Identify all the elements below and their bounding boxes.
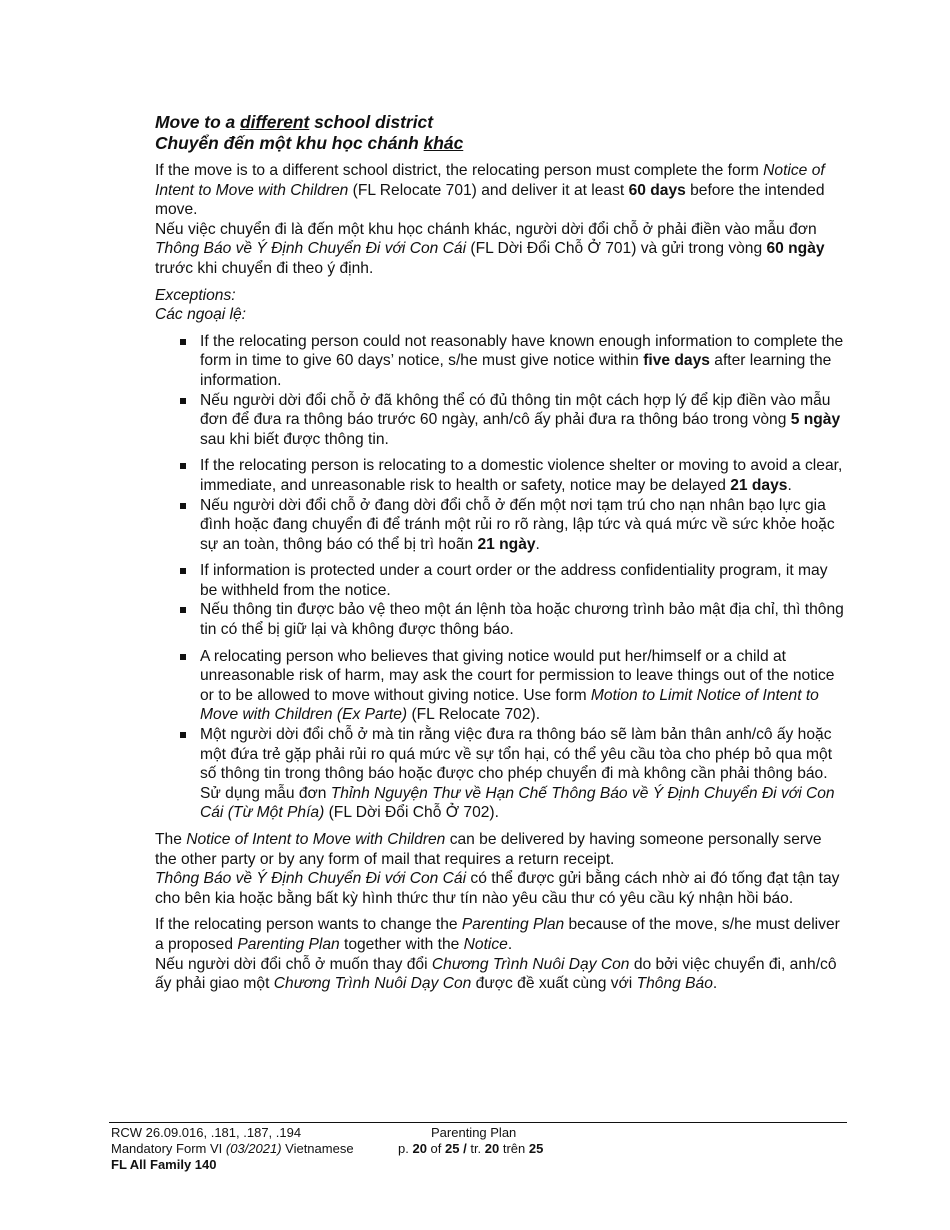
text-run: Thông Báo về Ý Định Chuyển Đi với Con Cái	[155, 870, 467, 888]
text-run: .	[787, 476, 792, 494]
text-run: có thể được gửi bằng cách nhờ ai đó tống đạt tận tay cho bên kia hoặc bằng bất kỳ hình thức thư tín nào yêu cầu thư có yêu cầu ký nhận hồi báo.	[155, 870, 840, 907]
text-run: Notice of Intent to Move with Children	[186, 831, 446, 848]
plan-english	[155, 915, 845, 954]
text-run: If information is protected under a court order or the address confidentiality program, it may be withheld from the notice.	[200, 562, 828, 599]
text-run: can be delivered by having someone personally serve the other party or by any form of mail that requires a return receipt.	[155, 831, 822, 868]
text-run: Nếu người dời đổi chỗ ở đang dời đổi chỗ ở đến một nơi tạm trú cho nạn nhân bạo lực gia đình hoặc đang chuyển đi để tránh một rủi ro rõ ràng, lập tức và quá mức về sức khỏe hoặc sự an toàn, thông báo có thể bị trì hoãn	[200, 496, 835, 553]
list-item	[155, 647, 845, 725]
text-run: Nếu thông tin được bảo vệ theo một án lệnh tòa hoặc chương trình bảo mật địa chỉ, thì thông tin có thể bị giữ lại và không được thông báo.	[200, 601, 844, 639]
text-run: 21 ngày	[477, 535, 536, 553]
footer-divider	[109, 1122, 847, 1123]
bullet-icon	[180, 503, 186, 509]
text-run: 21 days	[730, 476, 788, 494]
text-run: Chương Trình Nuôi Dạy Con	[431, 955, 630, 973]
footer-doc-title: Parenting Plan	[431, 1125, 517, 1140]
text-run: If the relocating person could not reasonably have known enough information to complete the form in time to give 60 days’ notice, s/he must give notice within	[200, 332, 844, 370]
text-run: .	[507, 935, 513, 953]
list-item	[155, 332, 845, 391]
text-run: .	[712, 975, 718, 993]
intro-english	[155, 161, 845, 220]
text-run: Nếu người dời đổi chỗ ở muốn thay đổi	[155, 955, 432, 973]
exceptions-label-vietnamese: Các ngoại lệ:	[155, 306, 247, 324]
text-run: because of the move, s/he must deliver a proposed	[155, 916, 840, 953]
exceptions-list	[155, 332, 845, 823]
bullet-icon	[180, 398, 186, 404]
footer-page-number: p. 20 of 25 / tr. 20 trên 25	[398, 1141, 544, 1156]
text-run: được đề xuất cùng với	[471, 975, 637, 993]
text-run: 60 days	[628, 181, 686, 199]
document-body	[155, 112, 845, 994]
footer-rcw: RCW 26.09.016, .181, .187, .194	[111, 1125, 302, 1140]
text-run: (FL Relocate 702).	[407, 706, 541, 724]
footer-form-version: Mandatory Form VI (03/2021) Vietnamese	[111, 1141, 354, 1156]
heading-vietnamese: Chuyển đến một khu học chánh khác	[155, 133, 464, 153]
list-item	[155, 725, 845, 823]
list-item	[155, 561, 845, 600]
text-run: Parenting Plan	[237, 935, 340, 953]
text-run: Notice of Intent to Move with Children	[155, 162, 825, 199]
exceptions-label-english: Exceptions:	[155, 286, 236, 304]
text-run: Một người dời đổi chỗ ở mà tin rằng việc đưa ra thông báo sẽ làm bản thân anh/cô ấy hoặc một đứa trẻ gặp phải rủi ro quá mức về sự tổn hại, có thể yêu cầu tòa cho phép bỏ qua một số thông tin trong thông báo hoặc được cho phép chuyển đi mà không cần phải thông báo. Sử dụng mẫu đơn	[200, 726, 833, 802]
text-run: (FL Dời Đổi Chỗ Ở 702).	[324, 804, 499, 822]
text-run: (FL Dời Đổi Chỗ Ở 701) và gửi trong vòng	[466, 240, 767, 258]
text-run: Nếu việc chuyển đi là đến một khu học chánh khác, người dời đổi chỗ ở phải điền vào mẫu đơn	[155, 220, 817, 238]
text-run: The	[155, 831, 187, 848]
text-run: Nếu người dời đổi chỗ ở đã không thể có đủ thông tin một cách hợp lý để kịp điền vào mẫu đơn để đưa ra thông báo trước 60 ngày, anh/cô ấy phải đưa ra thông báo trong vòng	[200, 391, 831, 429]
text-run: If the move is to a different school district, the relocating person must complete the form	[155, 162, 764, 179]
delivery-english	[155, 830, 845, 869]
text-run: do bởi việc chuyển đi, anh/cô ấy phải giao một	[155, 955, 837, 993]
list-item	[155, 391, 845, 450]
bullet-icon	[180, 732, 186, 738]
text-run: 5 ngày	[790, 411, 841, 429]
text-run: Thông Báo về Ý Định Chuyển Đi với Con Cái	[155, 240, 467, 258]
list-item	[155, 496, 845, 555]
intro-vietnamese	[155, 220, 845, 279]
text-run: Chương Trình Nuôi Dạy Con	[273, 975, 472, 993]
text-run: Notice	[463, 935, 508, 953]
text-run: If the relocating person is relocating to a domestic violence shelter or moving to avoid a clear, immediate, and unreasonable risk to health or safety, notice may be delayed	[200, 457, 843, 494]
text-run: Thỉnh Nguyện Thư về Hạn Chế Thông Báo về Ý Định Chuyển Đi với Con Cái (Từ Một Phía)	[200, 784, 835, 822]
bullet-icon	[180, 339, 186, 345]
bullet-icon	[180, 654, 186, 660]
text-run: after learning the information.	[200, 352, 832, 389]
text-run: Thông Báo	[636, 975, 713, 993]
list-item	[155, 600, 845, 639]
heading-english: Move to a different school district	[155, 112, 433, 132]
list-item	[155, 456, 845, 495]
text-run: trước khi chuyển đi theo ý định.	[155, 259, 374, 277]
footer-form-id: FL All Family 140	[111, 1157, 217, 1172]
text-run: Parenting Plan	[461, 916, 565, 934]
bullet-icon	[180, 607, 186, 613]
text-run: Motion to Limit Notice of Intent to Move with Children (Ex Parte)	[200, 686, 819, 724]
text-run: A relocating person who believes that giving notice would put her/himself or a child at unreasonable risk of harm, may ask the court for permission to leave things out of the notice or to be allowed to move without giving notice. Use form	[200, 647, 835, 704]
delivery-vietnamese	[155, 869, 845, 908]
text-run: five days	[643, 352, 710, 370]
text-run: 60 ngày	[766, 240, 825, 258]
text-run: sau khi biết được thông tin.	[200, 430, 389, 448]
text-run: together with the	[339, 935, 464, 953]
bullet-icon	[180, 568, 186, 574]
text-run: If the relocating person wants to change the	[155, 916, 462, 934]
text-run: .	[535, 535, 540, 553]
bullet-icon	[180, 463, 186, 469]
text-run: (FL Relocate 701) and deliver it at least	[348, 181, 629, 199]
plan-vietnamese	[155, 955, 845, 994]
text-run: before the intended move.	[155, 181, 825, 219]
